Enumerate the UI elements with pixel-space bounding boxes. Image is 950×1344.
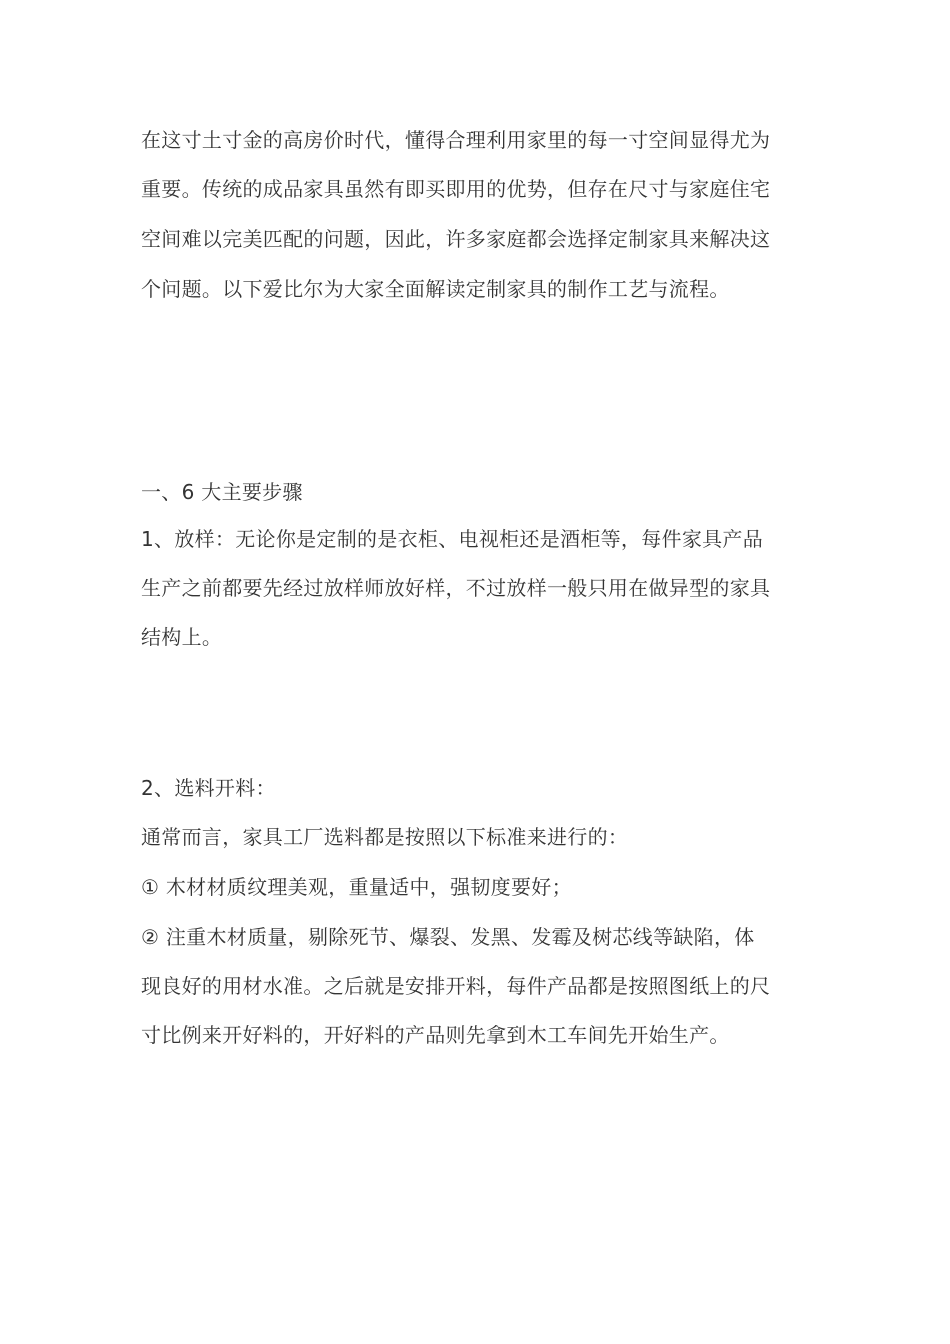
text-line: 1、放样：无论你是定制的是衣柜、电视柜还是酒柜等，每件家具产品: [141, 527, 764, 551]
section-heading: 2、选料开料：: [141, 776, 276, 800]
text-line: 结构上。: [141, 625, 223, 649]
section-heading: 一、6 大主要步骤: [141, 480, 303, 504]
text-line: 个问题。以下爱比尔为大家全面解读定制家具的制作工艺与流程。: [141, 277, 730, 301]
text-line: 现良好的用材水准。之后就是安排开料，每件产品都是按照图纸上的尺: [141, 974, 771, 998]
text-line: 重要。传统的成品家具虽然有即买即用的优势，但存在尺寸与家庭住宅: [141, 177, 771, 201]
list-item: ② 注重木材质量，剔除死节、爆裂、发黑、发霉及树芯线等缺陷，体: [141, 925, 755, 949]
text-line: 在这寸土寸金的高房价时代，懂得合理利用家里的每一寸空间显得尤为: [141, 128, 771, 152]
text-line: 空间难以完美匹配的问题，因此，许多家庭都会选择定制家具来解决这: [141, 227, 771, 251]
text-line: 通常而言，家具工厂选料都是按照以下标准来进行的：: [141, 825, 629, 849]
text-line: 寸比例来开好料的，开好料的产品则先拿到木工车间先开始生产。: [141, 1023, 730, 1047]
list-item: ① 木材材质纹理美观，重量适中，强韧度要好；: [141, 875, 572, 899]
text-line: 生产之前都要先经过放样师放好样，不过放样一般只用在做异型的家具: [141, 576, 771, 600]
